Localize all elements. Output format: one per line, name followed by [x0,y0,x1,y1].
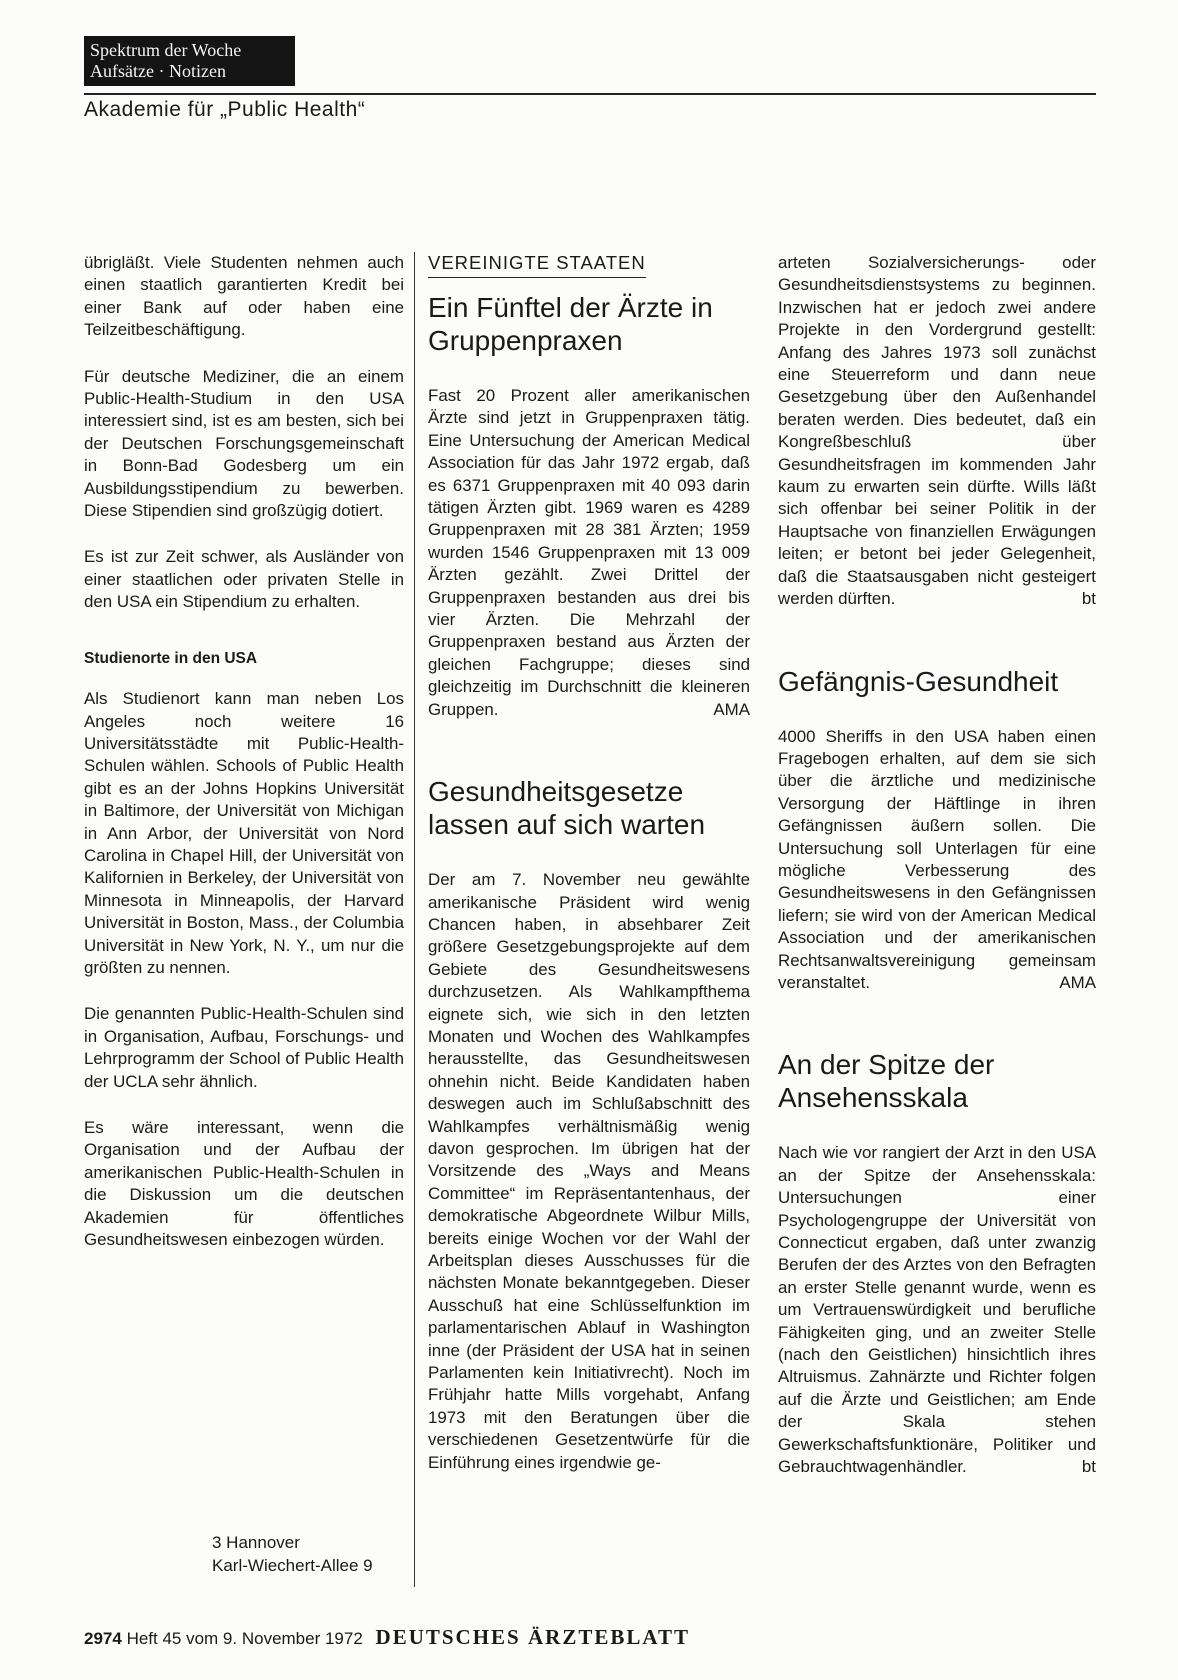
column-2 [428,252,750,1498]
headline-prestige-scale: An der Spitze der Ansehensskala [778,1049,995,1114]
page-number: 2974 [84,1629,122,1648]
column-divider [414,252,415,1587]
article-health-laws-continued: arteten Sozialversicherungs- oder Gesundheitsdienstsystems zu beginnen. Inzwischen hat er jedoch zwei andere Projekte in den Vordergrund gestellt: Anfang des Jahres 1973 soll zunächst eine Steuerreform und dann neue Gesetzgebung über den Außenhandel beraten werden. Dies bedeutet, daß ein Kongreßbeschluß über Gesundheitsfragen im kommenden Jahr kaum zu erwarten sein dürfte. Wills läßt sich offenbar bei seiner Politik in der Hauptsache von finanziellen Erwägungen leiten; er betont bei jeder Gelegenheit, daß die Staatsausgaben nicht gesteigert werden dürften. bt [778,252,1096,611]
section-badge [84,36,295,86]
page-footer [84,1625,690,1650]
address-line: Karl-Wiechert-Allee 9 [212,1555,373,1575]
author-signature: AMA [713,699,750,719]
paragraph: Als Studienort kann man neben Los Angeles noch weitere 16 Universitätsstädte mit Public-Health-Schulen wählen. Schools of Public Health gibt es an der Johns Hopkins Universität in Baltimore, der Universität von Michigan in Ann Arbor, der Universität von Nord Carolina in Chapel Hill, der Universität von Kalifornien in Berkeley, der Universität von Minnesota in Minneapolis, der Harvard Universität in Boston, Mass., der Columbia Universität in New York, N. Y., um nur die größten zu nennen. [84,689,404,977]
running-topic: Akademie für „Public Health“ [84,98,366,121]
paragraph: Es wäre interessant, wenn die Organisation und der Aufbau der amerikanischen Public-Health-Schulen in die Diskussion um die deutschen Akademien für öffentliches Gesundheitswesen einbezogen würden. [84,1118,404,1250]
headline-prison-health: Gefängnis-Gesundheit [778,665,1059,697]
section-badge-line2: Aufsätze · Notizen [90,61,226,81]
author-signature: bt [1081,589,1096,609]
author-address [212,1532,373,1577]
headline-group-practices: Ein Fünftel der Ärzte in Gruppenpraxen [428,292,713,356]
article-prestige-scale: Nach wie vor rangiert der Arzt in den USA an der Spitze der Ansehensskala: Untersuchungen einer Psychologengruppe der Universität von Connecticut ergaben, daß unter zwanzig Berufen der des Arztes von den Befragten an erster Stelle genannt wurde, wenn es um Vertrauenswürdigkeit und berufliche Fähigkeiten ging, und an zweiter Stelle (nach den Geistlichen) hinsichtlich ihres Altruismus. Zahnärzte und Richter folgen auf die Ärzte und Geistlichen; am Ende der Skala stehen Gewerkschaftsfunktionäre, Politiker und Gebrauchtwagenhändler. bt [778,1142,1096,1478]
subheading-study-locations: Studienorte in den USA [84,649,258,667]
author-signature: bt [1081,1457,1096,1477]
author-signature: AMA [1059,972,1096,992]
paragraph: übrigläßt. Viele Studenten nehmen auch einen staatlich garantierten Kredit bei einer Bank auf oder haben eine Teilzeitbeschäftigung. [84,253,404,340]
headline-health-laws: Gesundheitsgesetze lassen auf sich warten [428,776,706,841]
address-line: 3 Hannover [212,1533,300,1552]
column-1 [84,252,404,1275]
paragraph: Für deutsche Mediziner, die an einem Public-Health-Studium in den USA interessiert sind, ist es am besten, sich bei der Deutschen Forschungsgemeinschaft in Bonn-Bad Godesberg um ein Ausbildungsstipendium zu bewerben. Diese Stipendien sind großzügig dotiert. [84,366,404,521]
paragraph: Es ist zur Zeit schwer, als Ausländer von einer staatlichen oder privaten Stelle in den USA ein Stipendium zu erhalten. [84,547,404,612]
issue-info: Heft 45 vom 9. November 1972 [126,1629,363,1648]
paragraph: Die genannten Public-Health-Schulen sind in Organisation, Aufbau, Forschungs- und Lehrprogramm der School of Public Health der UCLA sehr ähnlich. [84,1004,404,1091]
header-rule [84,93,1096,95]
masthead: DEUTSCHES ÄRZTEBLATT [375,1625,690,1649]
section-kicker: VEREINIGTE STAATEN [428,252,646,278]
article-health-laws: Der am 7. November neu gewählte amerikanische Präsident wird wenig Chancen haben, in absehbarer Zeit größere Gesetzgebungsprojekte auf dem Gebiete des Gesundheitswesens durchzusetzen. Als Wahlkampfthema eignete sich, wie sich in den letzten Monaten und Wochen des Wahlkampfes herausstellte, das Gesundheitswesen ohnehin nicht. Beide Kandidaten haben deswegen auch im Schlußabschnitt des Wahlkampfes verhältnismäßig wenig davon gesprochen. Im übrigen hat der Vorsitzende des „Ways and Means Committee“ im Repräsentantenhaus, der demokratische Abgeordnete Wilbur Mills, bereits einige Wochen vor der Wahl der Arbeitsplan dieses Ausschusses für die nächsten Monate bekanntgegeben. Dieser Ausschuß hat eine Schlüsselfunktion im parlamentarischen Ablauf in Washington inne (der Präsident der USA hat in seinen Parlamenten kein Initiativrecht). Noch im Frühjahr hatte Mills vorgehabt, Anfang 1973 mit den Beratungen über die verschiedenen Gesetzentwürfe für die Einführung eines irgendwie ge- [428,870,750,1472]
section-badge-line1: Spektrum der Woche [90,40,242,60]
article-prison-health: 4000 Sheriffs in den USA haben einen Fragebogen erhalten, auf dem sie sich über die ärztliche und medizinische Versorgung der Häftlinge in ihren Gefängnissen äußern sollen. Die Untersuchung soll Unterlagen für eine mögliche Verbesserung des Gesundheitswesens in den Gefängnissen liefern; sie wird von der American Medical Association und der amerikanischen Rechtsanwaltsvereinigung gemeinsam veranstaltet. AMA [778,726,1096,995]
article-group-practices: Fast 20 Prozent aller amerikanischen Ärzte sind jetzt in Gruppenpraxen tätig. Eine Untersuchung der American Medical Association für das Jahr 1972 ergab, daß es 6371 Gruppenpraxen mit 40 093 darin tätigen Ärzten gibt. 1969 waren es 4289 Gruppenpraxen mit 28 381 Ärzten; 1959 wurden 1546 Gruppenpraxen mit 13 009 Ärzten gezählt. Zwei Drittel der Gruppenpraxen bestanden aus drei bis vier Ärzten. Die Mehrzahl der Gruppenpraxen bestand aus Ärzten der gleichen Fachgruppe; dieses sind gleichzeitig im Durchschnitt die kleineren Gruppen. AMA [428,385,750,721]
column-3 [778,252,1096,1502]
